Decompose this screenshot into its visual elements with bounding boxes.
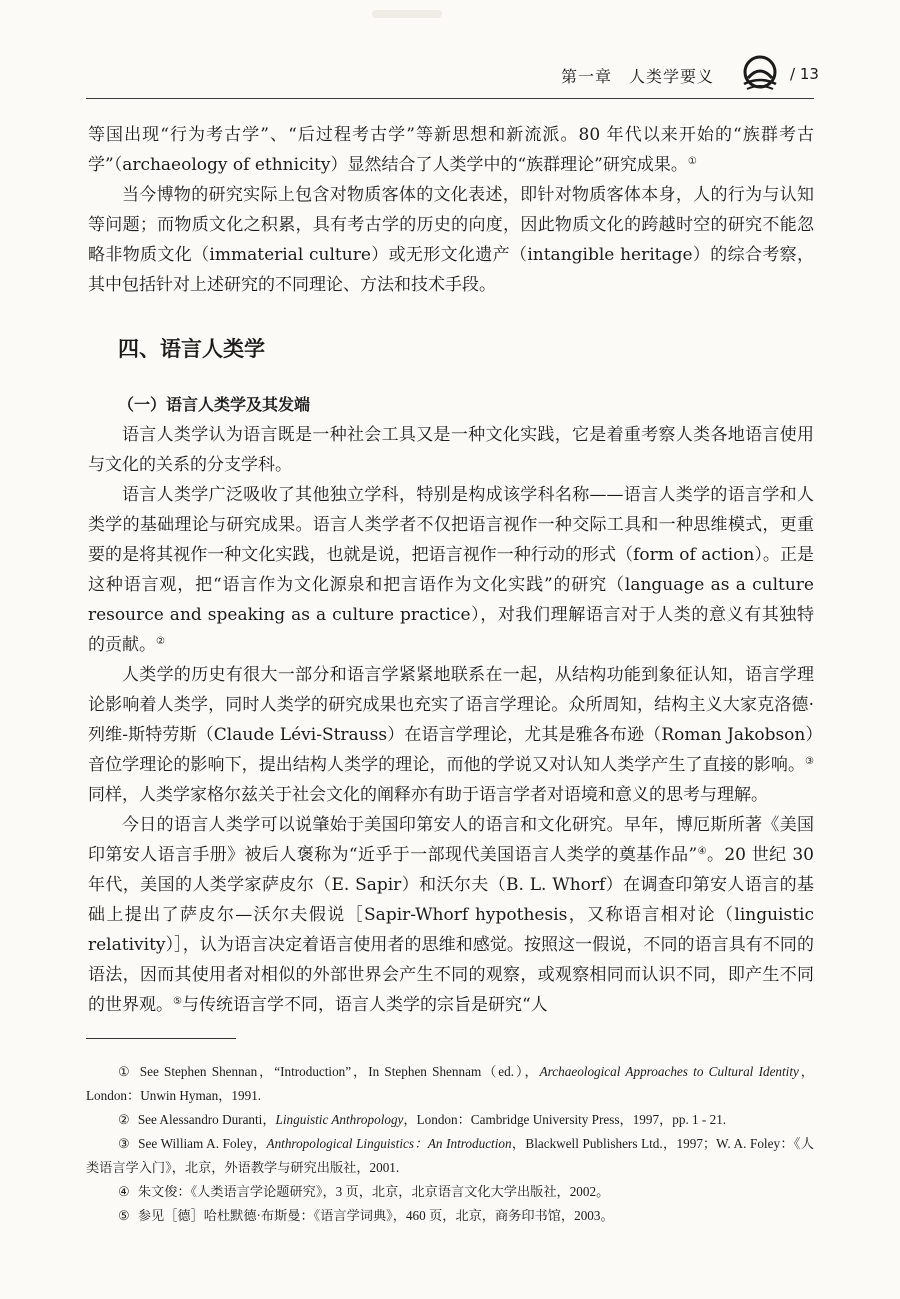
footnote-ref: ⑤ (173, 996, 182, 1007)
section-heading: 四、语言人类学 (118, 336, 265, 361)
footnote-ref: ③ (805, 756, 814, 767)
paragraph: 今日的语言人类学可以说肇始于美国印第安人的语言和文化研究。早年，博厄斯所著《美国印第安人语言手册》被后人褒称为“近乎于一部现代美国语言人类学的奠基作品”④。20 世纪 30 年代，美国的人类学家萨皮尔（E. Sapir）和沃尔夫（B. L. Whorf）在调查印第安人语言的基础上提出了萨皮尔—沃尔夫假说［Sapir-Whorf hypothesis，又称语言相对论（linguistic relativity）］，认为语言决定着语言使用者的思维和感觉。按照这一假说，不同的语言具有不同的语法，因而其使用者对相似的外部世界会产生不同的观察，或观察相同而认识不同，即产生不同的世界观。⑤与传统语言学不同，语言人类学的宗旨是研究“人 (88, 815, 814, 1015)
footnote-ref: ① (687, 156, 697, 167)
footnote-ref: ④ (697, 846, 707, 857)
footnote: ④ 朱文俊：《人类语言学论题研究》，3 页，北京，北京语言文化大学出版社，2002。 (118, 1184, 610, 1199)
body-text (88, 120, 814, 1020)
footnote: ① See Stephen Shennan，“Introduction”，In Stephen Shennam（ed.），Archaeological Approaches to Cultural Identity，London：Unwin Hyman，1991. (86, 1064, 814, 1103)
paragraph: 当今博物的研究实际上包含对物质客体的文化表述，即针对物质客体本身，人的行为与认知等问题；而物质文化之积累，具有考古学的历史的向度，因此物质文化的跨越时空的研究不能忽略非物质文化（immaterial culture）或无形文化遗产（intangible heritage）的综合考察，其中包括针对上述研究的不同理论、方法和技术手段。 (88, 185, 814, 295)
subsection-heading: （一）语言人类学及其发端 (118, 395, 311, 414)
header-rule (86, 98, 814, 99)
page-number: / 13 (790, 65, 819, 83)
footnote: ③ See William A. Foley，Anthropological Linguistics：An Introduction，Blackwell Publishers Ltd.，1997；W. A. Foley：《人类语言学入门》，北京，外语教学与研究出版社，2001. (86, 1136, 814, 1175)
footnote-ref: ② (156, 636, 165, 647)
footnote: ② See Alessandro Duranti，Linguistic Anthropology，London：Cambridge University Press，1997，pp. 1 - 21. (118, 1112, 727, 1127)
scan-smudge (372, 10, 442, 18)
work-title: Linguistic Anthropology (275, 1112, 404, 1127)
chapter-title: 第一章 人类学要义 (560, 67, 714, 86)
paragraph: 等国出现“行为考古学”、“后过程考古学”等新思想和新流派。80 年代以来开始的“族群考古学”（archaeology of ethnicity）显然结合了人类学中的“族群理论”研究成果。① (88, 125, 814, 175)
paragraph: 语言人类学认为语言既是一种社会工具又是一种文化实践，它是着重考察人类各地语言使用与文化的关系的分支学科。 (88, 425, 814, 475)
paragraph: 人类学的历史有很大一部分和语言学紧紧地联系在一起，从结构功能到象征认知，语言学理论影响着人类学，同时人类学的研究成果也充实了语言学理论。众所周知，结构主义大家克洛德·列维-斯特劳斯（Claude Lévi-Strauss）在语言学理论，尤其是雅各布逊（Roman Jakobson）音位学理论的影响下，提出结构人类学的理论，而他的学说又对认知人类学产生了直接的影响。③同样，人类学家格尔兹关于社会文化的阐释亦有助于语言学者对语境和意义的思考与理解。 (88, 665, 814, 805)
footnotes (86, 1060, 814, 1228)
running-header (0, 62, 900, 92)
paragraph: 语言人类学广泛吸收了其他独立学科，特别是构成该学科名称——语言人类学的语言学和人类学的基础理论与研究成果。语言人类学者不仅把语言视作一种交际工具和一种思维模式，更重要的是将其视作一种文化实践，也就是说，把语言视作一种行动的形式（form of action）。正是这种语言观，把“语言作为文化源泉和把言语作为文化实践”的研究（language as a culture resource and speaking as a culture practice），对我们理解语言对于人类的意义有其独特的贡献。② (88, 485, 814, 655)
work-title: Anthropological Linguistics：An Introduction (266, 1136, 512, 1151)
footnote: ⑤ 参见［德］哈杜默德·布斯曼：《语言学词典》，460 页，北京，商务印书馆，2003。 (118, 1208, 614, 1223)
footnote-rule (86, 1038, 236, 1039)
work-title: Archaeological Approaches to Cultural Identity (539, 1064, 799, 1079)
chapter-emblem-icon (738, 54, 782, 94)
